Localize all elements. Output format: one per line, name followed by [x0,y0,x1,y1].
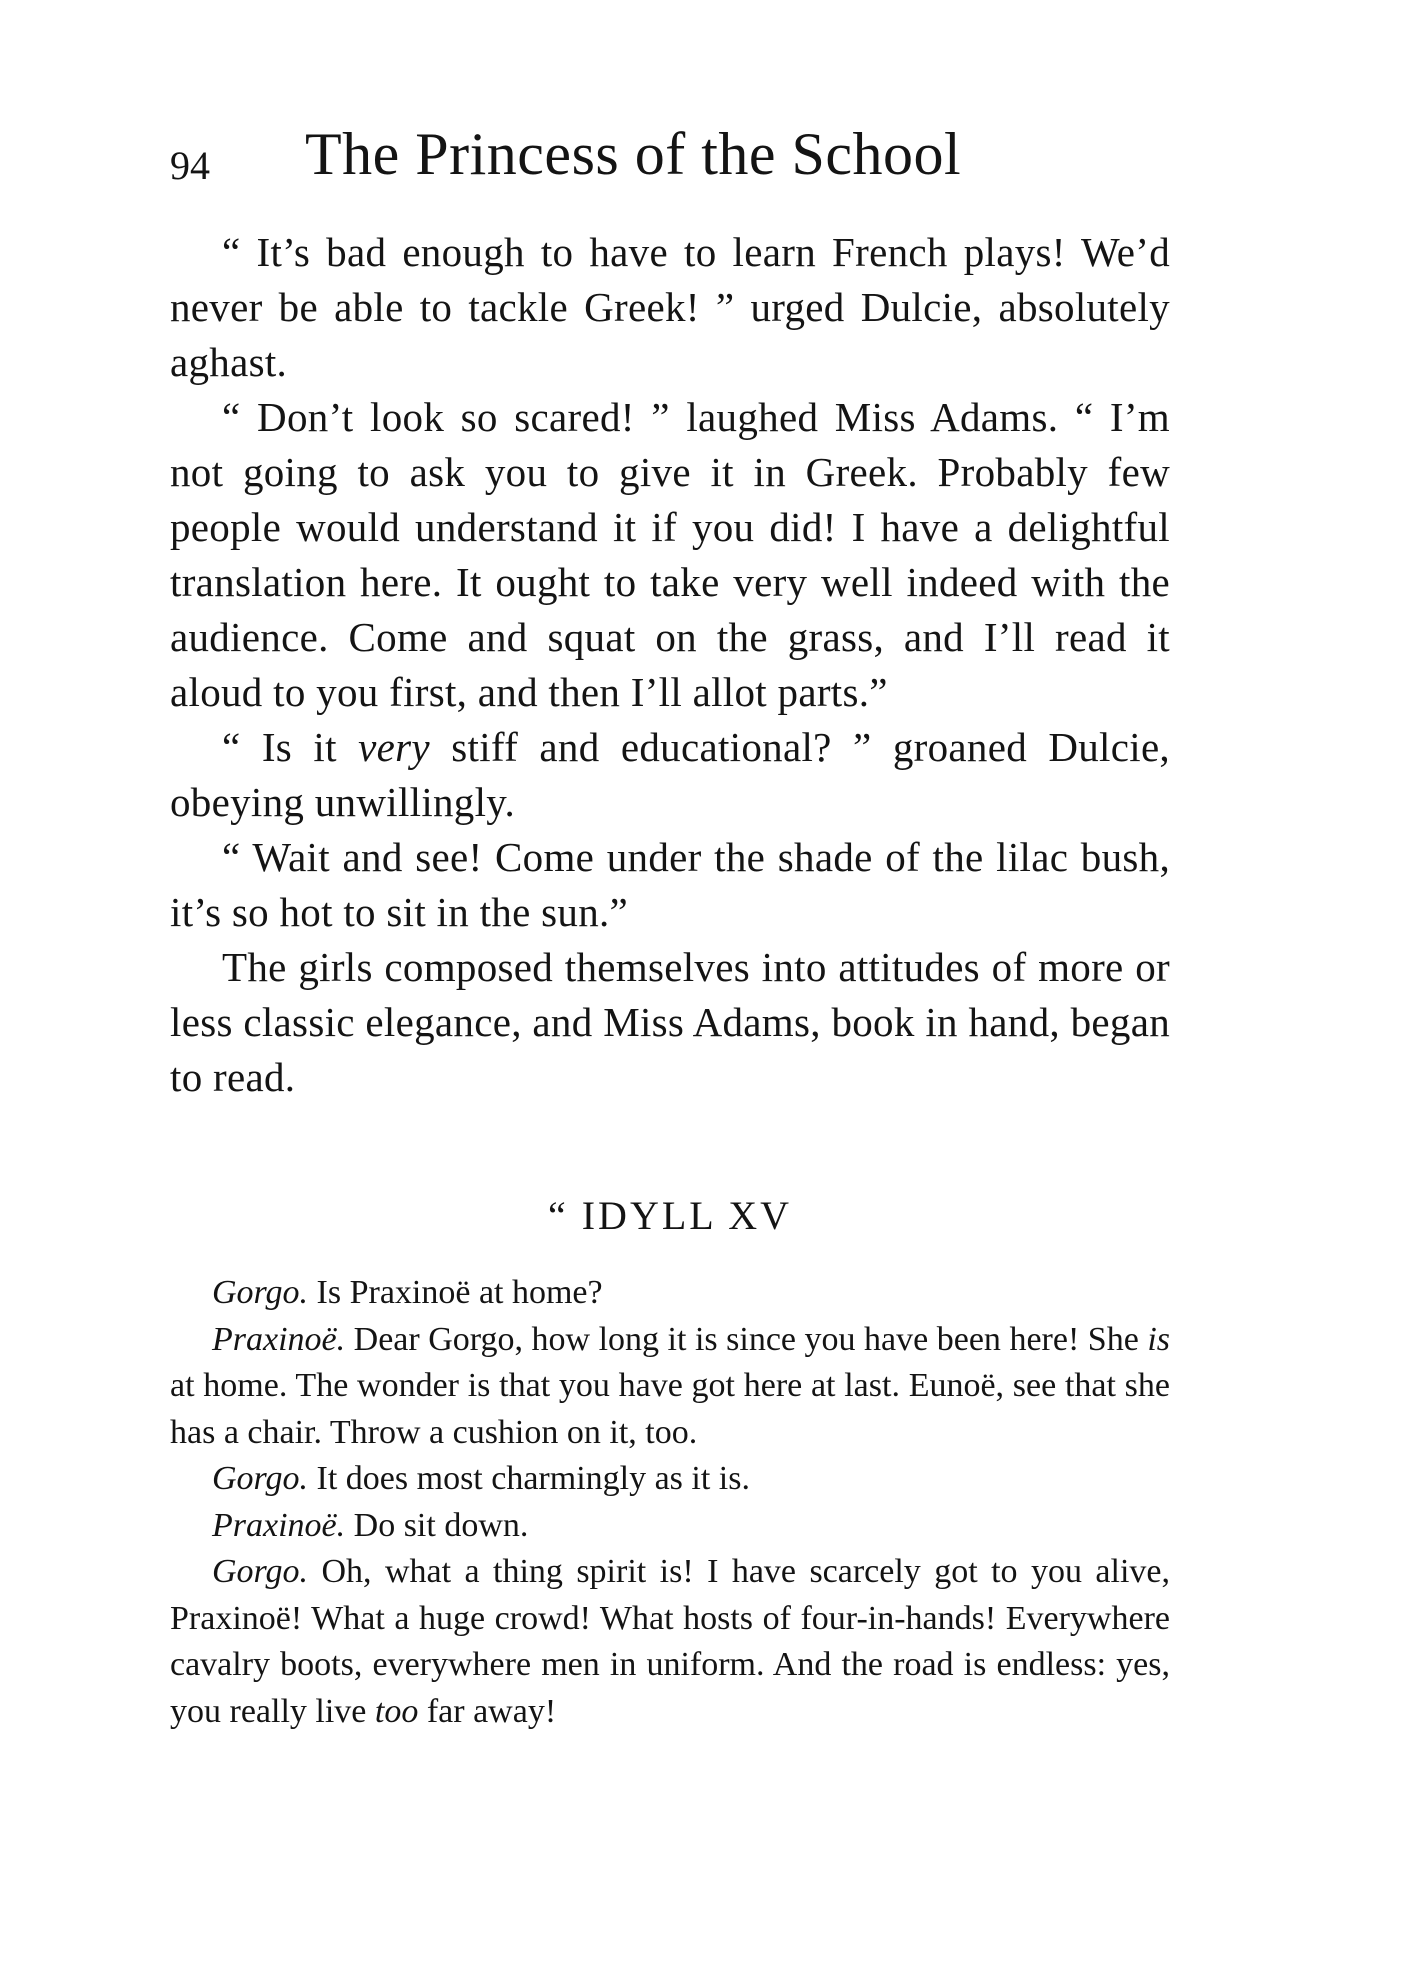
dialogue-text: Dear Gorgo, how long it is since you have been here! She [345,1320,1148,1358]
paragraph: “ Don’t look so scared! ” laughed Miss Adams. “ I’m not going to ask you to give it in Greek. Probably few people would understand it if you did! I have a delightful translation here. It ought to take very well indeed with the audience. Come and squat on the grass, and I’ll read it aloud to you first, and then I’ll allot parts.” [170,394,1170,715]
paragraph: “ Wait and see! Come under the shade of the lilac bush, it’s so hot to sit in the sun.” [170,834,1170,935]
paragraph-text: stiff and educational? ” groaned Dulcie, obeying unwillingly. [170,724,1170,825]
speaker-name: Praxinoë. [212,1320,346,1358]
dialogue-text: at home. The wonder is that you have got here at last. Eunoë, see that she has a chair. Throw a cushion on it, too. [170,1367,1170,1451]
speaker-name: Gorgo. [212,1460,309,1497]
idyll-dialogue [170,1270,1170,1735]
emphasis: very [358,724,430,770]
dialogue-line [170,1503,1170,1550]
dialogue-text: far away! [418,1692,557,1730]
paragraph: The girls composed themselves into attitudes of more or less classic elegance, and Miss Adams, book in hand, began to read. [170,944,1170,1100]
paragraph-text: “ Is it [222,724,359,770]
speaker-name: Gorgo. [212,1553,309,1590]
emphasis: is [1147,1320,1170,1358]
dialogue-text: Is Praxinoë at home? [308,1274,603,1311]
emphasis: too [374,1692,419,1730]
dialogue-text: It does most charmingly as it is. [308,1460,750,1497]
paragraph [170,720,1170,830]
running-head [170,120,1170,200]
paragraph: “ It’s bad enough to have to learn French plays! We’d never be able to tackle Greek! ” urged Dulcie, absolutely aghast. [170,229,1170,385]
idyll-heading: “ IDYLL XV [547,1193,792,1238]
speaker-name: Praxinoë. [212,1506,346,1544]
narrative-text [170,225,1170,1105]
book-title: The Princess of the School [305,121,962,187]
dialogue-line [170,1456,1170,1503]
dialogue-text: Oh, what a thing spirit is! I have scarcely got to you alive, Praxinoë! What a huge crowd! What hosts of four-in-hands! Everywhere cavalry boots, everywhere men in uniform. And the road is endless: yes, you really live [170,1553,1170,1730]
speaker-name: Gorgo. [212,1274,309,1311]
page-number: 94 [170,143,210,188]
dialogue-text: Do sit down. [345,1506,529,1544]
dialogue-line [170,1549,1170,1735]
dialogue-line [170,1317,1170,1457]
dialogue-line [170,1270,1170,1317]
